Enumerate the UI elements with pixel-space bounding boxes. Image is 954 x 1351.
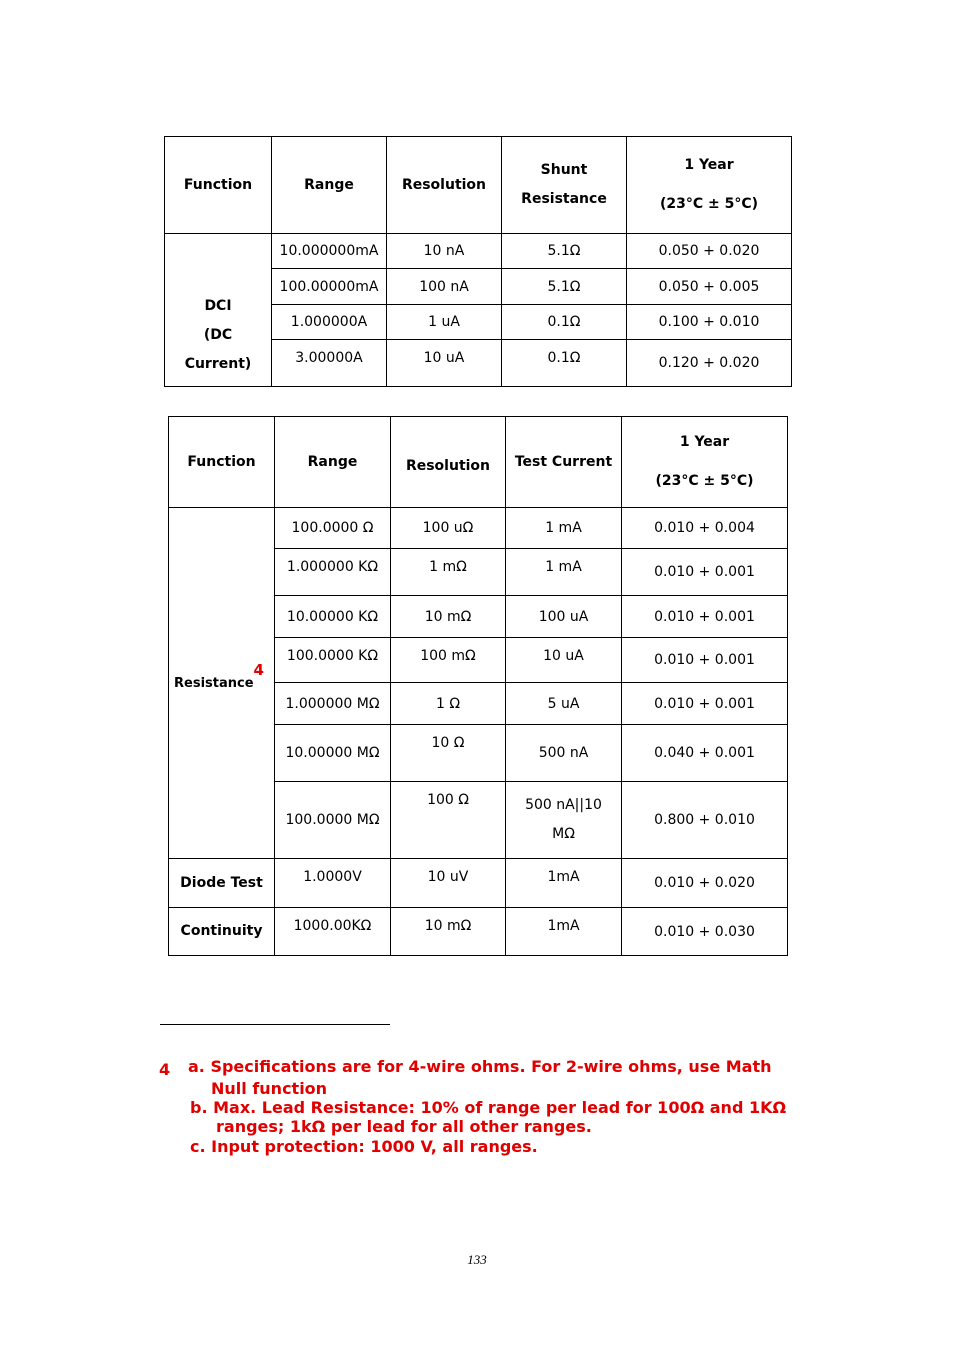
resolution-cell: 1 mΩ: [391, 549, 506, 596]
range-cell: 10.00000 KΩ: [275, 596, 391, 638]
table-header-row: [165, 137, 792, 234]
resolution-cell: 100 Ω: [391, 782, 506, 859]
header-year-line1: 1 Year: [679, 434, 730, 450]
function-line: Current): [184, 355, 252, 372]
footnote-a-line1: a. Specifications are for 4-wire ohms. For 2-wire ohms, use Math: [188, 1057, 772, 1076]
accuracy-cell: 0.040 + 0.001: [622, 725, 788, 782]
shunt-cell: 5.1Ω: [502, 234, 627, 269]
resolution-cell: 10 mΩ: [391, 908, 506, 956]
shunt-cell: 0.1Ω: [502, 305, 627, 340]
function-diode-test: Diode Test: [169, 859, 275, 908]
current-cell: [506, 782, 622, 859]
range-cell: 100.00000mA: [272, 269, 387, 305]
page-number: 133: [467, 1252, 487, 1267]
header-year-line2: (23°C ± 5°C): [655, 473, 754, 489]
current-cell: 1mA: [506, 859, 622, 908]
accuracy-cell: 0.800 + 0.010: [622, 782, 788, 859]
header-resolution: Resolution: [387, 137, 502, 234]
resolution-cell: 100 nA: [387, 269, 502, 305]
accuracy-cell: 0.050 + 0.005: [627, 269, 792, 305]
range-cell: 1000.00KΩ: [275, 908, 391, 956]
range-cell: 3.00000A: [272, 340, 387, 387]
current-cell: 500 nA: [506, 725, 622, 782]
header-range: Range: [272, 137, 387, 234]
range-cell: 100.0000 Ω: [275, 508, 391, 549]
resolution-cell: 10 mΩ: [391, 596, 506, 638]
accuracy-cell: 0.120 + 0.020: [627, 340, 792, 387]
range-cell: 1.0000V: [275, 859, 391, 908]
shunt-cell: 5.1Ω: [502, 269, 627, 305]
accuracy-cell: 0.010 + 0.004: [622, 508, 788, 549]
range-cell: 1.000000 KΩ: [275, 549, 391, 596]
table-row: [169, 908, 788, 956]
current-cell: 10 uA: [506, 638, 622, 683]
current-cell: 100 uA: [506, 596, 622, 638]
resolution-cell: 1 Ω: [391, 683, 506, 725]
range-cell: 1.000000 MΩ: [275, 683, 391, 725]
current-line1: 500 nA||10: [525, 797, 602, 813]
range-cell: 1.000000A: [272, 305, 387, 340]
footnote-number: 4: [159, 1060, 171, 1079]
header-one-year: [627, 137, 792, 234]
footnote-b-line2: ranges; 1kΩ per lead for all other ranges.: [216, 1117, 592, 1136]
table-row: [169, 859, 788, 908]
resolution-cell: 10 Ω: [391, 725, 506, 782]
table-row: [169, 508, 788, 549]
header-one-year: [622, 417, 788, 508]
range-cell: 10.00000 MΩ: [275, 725, 391, 782]
range-cell: 10.000000mA: [272, 234, 387, 269]
function-resistance: [169, 508, 275, 859]
accuracy-cell: 0.050 + 0.020: [627, 234, 792, 269]
shunt-cell: 0.1Ω: [502, 340, 627, 387]
header-shunt-resistance: [502, 137, 627, 234]
accuracy-cell: 0.010 + 0.001: [622, 638, 788, 683]
resolution-cell: 10 uA: [387, 340, 502, 387]
header-range: Range: [275, 417, 391, 508]
footnote-b-line1: b. Max. Lead Resistance: 10% of range per lead for 100Ω and 1KΩ: [190, 1098, 787, 1117]
footnote-c: c. Input protection: 1000 V, all ranges.: [190, 1137, 538, 1156]
resolution-cell: 10 nA: [387, 234, 502, 269]
table-row: [165, 234, 792, 269]
function-dci: [165, 234, 272, 387]
header-function: Function: [165, 137, 272, 234]
resolution-cell: 100 mΩ: [391, 638, 506, 683]
header-resolution: Resolution: [391, 417, 506, 508]
table-header-row: [169, 417, 788, 508]
resolution-cell: 10 uV: [391, 859, 506, 908]
header-test-current: Test Current: [506, 417, 622, 508]
header-shunt-line2: Resistance: [521, 191, 607, 207]
resolution-cell: 1 uA: [387, 305, 502, 340]
header-shunt-line1: Shunt: [540, 162, 588, 178]
accuracy-cell: 0.010 + 0.001: [622, 596, 788, 638]
header-function: Function: [169, 417, 275, 508]
current-cell: 5 uA: [506, 683, 622, 725]
footnote-mark: 4: [253, 661, 264, 679]
resolution-cell: 100 uΩ: [391, 508, 506, 549]
function-line: DCI: [204, 297, 232, 314]
function-line: (DC: [203, 326, 233, 343]
function-continuity: Continuity: [169, 908, 275, 956]
accuracy-cell: 0.010 + 0.001: [622, 683, 788, 725]
current-cell: 1 mA: [506, 508, 622, 549]
range-cell: 100.0000 MΩ: [275, 782, 391, 859]
function-label: Resistance: [174, 676, 254, 691]
footnote-a-line2: Null function: [211, 1079, 328, 1098]
dc-current-spec-table: [164, 136, 792, 387]
resistance-spec-table: [168, 416, 788, 956]
accuracy-cell: 0.010 + 0.020: [622, 859, 788, 908]
accuracy-cell: 0.010 + 0.030: [622, 908, 788, 956]
accuracy-cell: 0.100 + 0.010: [627, 305, 792, 340]
header-year-line2: (23°C ± 5°C): [659, 196, 759, 212]
current-cell: 1 mA: [506, 549, 622, 596]
current-cell: 1mA: [506, 908, 622, 956]
footnote-separator: [160, 1024, 390, 1025]
range-cell: 100.0000 KΩ: [275, 638, 391, 683]
header-year-line1: 1 Year: [684, 157, 734, 173]
current-line2: MΩ: [552, 826, 575, 842]
accuracy-cell: 0.010 + 0.001: [622, 549, 788, 596]
